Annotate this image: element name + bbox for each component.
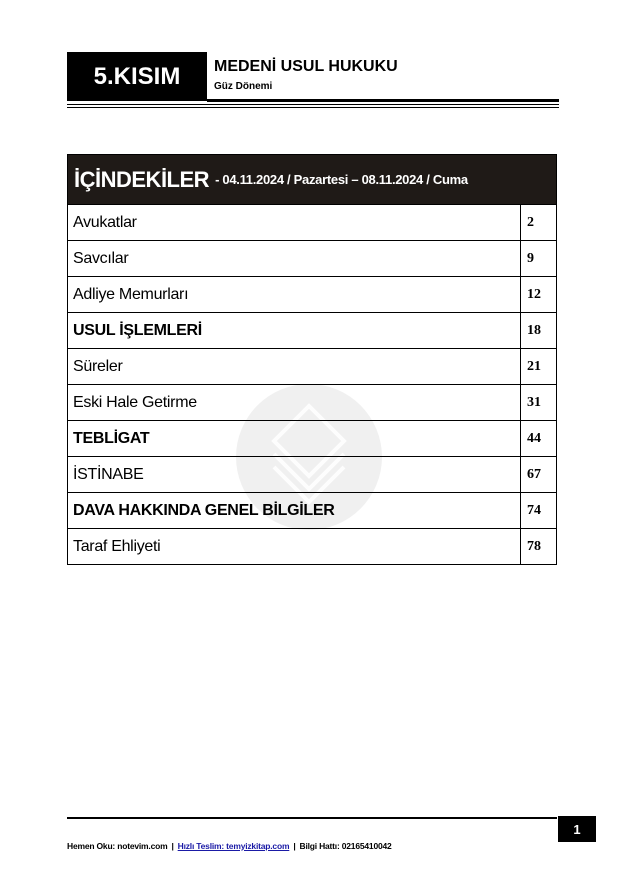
toc-entry-page: 21 bbox=[520, 349, 556, 384]
toc-heading: İÇİNDEKİLER bbox=[74, 166, 210, 192]
toc-date-range: - 04.11.2024 / Pazartesi – 08.11.2024 / Cuma bbox=[215, 172, 468, 187]
footer-rule bbox=[67, 817, 557, 819]
toc-row[interactable] bbox=[68, 528, 556, 564]
header-rule-thick bbox=[207, 99, 559, 102]
toc-entry-page: 31 bbox=[520, 385, 556, 420]
toc-row[interactable] bbox=[68, 492, 556, 528]
page-number: 1 bbox=[573, 821, 581, 837]
course-subtitle: Güz Dönemi bbox=[214, 81, 273, 92]
toc-row[interactable] bbox=[68, 276, 556, 312]
toc-entry-page: 78 bbox=[520, 529, 556, 564]
toc-entry-page: 2 bbox=[520, 205, 556, 240]
table-of-contents bbox=[67, 154, 557, 565]
toc-entry-label: TEBLİGAT bbox=[73, 429, 150, 447]
footer-read-link[interactable]: Hemen Oku: notevim.com bbox=[67, 841, 168, 851]
toc-entry-page: 9 bbox=[520, 241, 556, 276]
page-number-box bbox=[558, 816, 596, 842]
toc-entry-label: Eski Hale Getirme bbox=[73, 393, 197, 411]
toc-entry-label: Adliye Memurları bbox=[73, 285, 189, 303]
footer-delivery-link[interactable]: Hızlı Teslim: temyizkitap.com bbox=[177, 841, 290, 851]
toc-entry-label: Taraf Ehliyeti bbox=[73, 537, 161, 555]
toc-entry-label: Süreler bbox=[73, 357, 123, 375]
part-label: 5.KISIM bbox=[93, 62, 181, 90]
toc-header bbox=[68, 155, 556, 204]
footer-text bbox=[67, 841, 392, 851]
toc-entry-page: 67 bbox=[520, 457, 556, 492]
toc-row[interactable] bbox=[68, 348, 556, 384]
toc-row[interactable] bbox=[68, 420, 556, 456]
toc-entry-label: İSTİNABE bbox=[73, 465, 144, 483]
course-title: MEDENİ USUL HUKUKU bbox=[214, 58, 398, 75]
toc-entry-label: Savcılar bbox=[73, 249, 129, 267]
toc-entry-page: 18 bbox=[520, 313, 556, 348]
toc-row[interactable] bbox=[68, 456, 556, 492]
header-rule-thin bbox=[67, 104, 559, 105]
toc-row[interactable] bbox=[68, 240, 556, 276]
footer-separator: | bbox=[171, 841, 174, 851]
toc-row[interactable] bbox=[68, 204, 556, 240]
toc-row[interactable] bbox=[68, 384, 556, 420]
toc-entry-label: USUL İŞLEMLERİ bbox=[73, 321, 202, 339]
toc-entry-label: Avukatlar bbox=[73, 213, 137, 231]
header-rule-thin-2 bbox=[67, 107, 559, 108]
toc-entry-page: 44 bbox=[520, 421, 556, 456]
footer-hotline: Bilgi Hattı: 02165410042 bbox=[299, 841, 392, 851]
toc-row[interactable] bbox=[68, 312, 556, 348]
toc-entry-page: 12 bbox=[520, 277, 556, 312]
toc-entry-label: DAVA HAKKINDA GENEL BİLGİLER bbox=[73, 501, 335, 519]
part-label-box bbox=[67, 52, 207, 101]
footer-separator: | bbox=[293, 841, 296, 851]
toc-entry-page: 74 bbox=[520, 493, 556, 528]
